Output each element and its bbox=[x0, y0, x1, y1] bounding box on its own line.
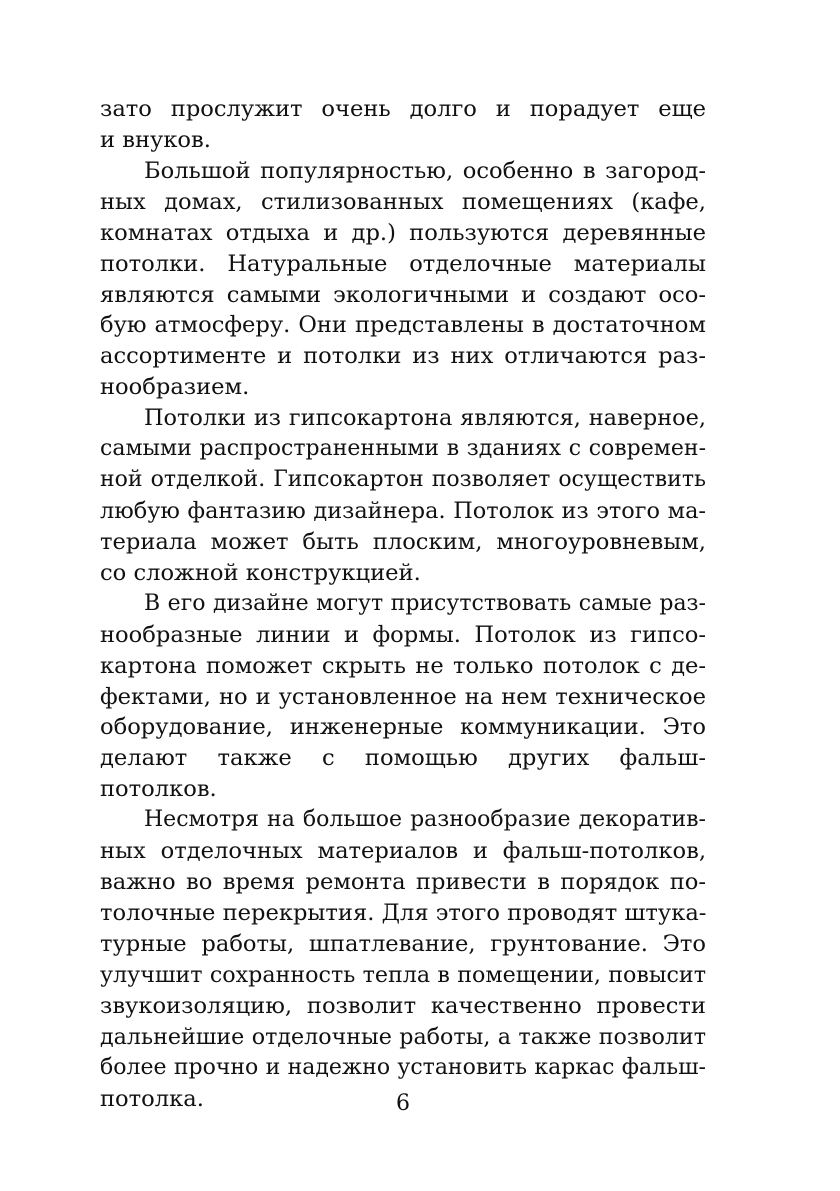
paragraph bbox=[100, 589, 706, 805]
text-line: звукоизоляцию, позволит качественно провести bbox=[100, 992, 706, 1019]
text-line: потолков. bbox=[100, 776, 217, 803]
text-line: толочные перекрытия. Для этого проводят штука- bbox=[100, 899, 707, 926]
paragraph bbox=[100, 94, 706, 156]
text-line: дальнейшие отделочные работы, а также позволит bbox=[100, 1023, 706, 1050]
text-line: важно во время ремонта привести в порядок по- bbox=[100, 869, 706, 896]
text-line: зато прослужит очень долго и порадует еще bbox=[100, 96, 706, 122]
paragraph bbox=[100, 156, 706, 403]
text-line: улучшит сохранность тепла в помещении, повысит bbox=[100, 961, 706, 988]
text-line: ных домах, стилизованных помещениях (кафе, bbox=[100, 188, 706, 215]
text-line: турные работы, шпатлевание, грунтование. Это bbox=[100, 930, 706, 957]
text-line: потолка. bbox=[100, 1085, 204, 1112]
body-text bbox=[100, 94, 706, 1114]
text-line: ной отделкой. Гипсокартон позволяет осуществить bbox=[100, 467, 706, 493]
text-line: В его дизайне могут присутствовать самые раз- bbox=[144, 590, 706, 616]
text-line: делают также с помощью других фальш- bbox=[100, 745, 706, 772]
text-line: нообразием. bbox=[100, 374, 250, 401]
text-line: более прочно и надежно установить каркас фальш- bbox=[100, 1054, 706, 1080]
text-line: оборудование, инженерные коммуникации. Это bbox=[100, 714, 706, 741]
text-line: ных отделочных материалов и фальш-потолков, bbox=[100, 838, 706, 865]
text-line: картона поможет скрыть не только потолок с де- bbox=[100, 652, 706, 679]
text-line: любую фантазию дизайнера. Потолок из этого ма- bbox=[100, 497, 706, 524]
text-line: и внуков. bbox=[100, 126, 211, 153]
text-line: потолки. Натуральные отделочные материалы bbox=[100, 250, 706, 277]
text-line: являются самыми экологичными и создают осо- bbox=[100, 281, 706, 308]
text-line: Несмотря на большое разнообразие декоратив- bbox=[144, 807, 706, 833]
text-line: нообразные линии и формы. Потолок из гипсо- bbox=[100, 621, 706, 648]
text-line: комнатах отдыха и др.) пользуются деревянные bbox=[100, 219, 706, 246]
text-line: Потолки из гипсокартона являются, наверное, bbox=[144, 405, 706, 432]
text-line: териала может быть плоским, многоуровневым, bbox=[100, 528, 706, 555]
paragraph bbox=[100, 403, 706, 589]
text-line: фектами, но и установленное на нем техническое bbox=[100, 683, 706, 710]
text-line: самыми распространенными в зданиях с современ- bbox=[100, 436, 706, 462]
paragraph bbox=[100, 805, 706, 1114]
page-number: 6 bbox=[396, 1091, 410, 1116]
text-line: бую атмосферу. Они представлены в достаточном bbox=[100, 312, 706, 339]
text-line: ассортименте и потолки из них отличаются раз- bbox=[100, 343, 706, 370]
text-line: со сложной конструкцией. bbox=[100, 559, 421, 586]
text-line: Большой популярностью, особенно в загород- bbox=[144, 157, 706, 184]
